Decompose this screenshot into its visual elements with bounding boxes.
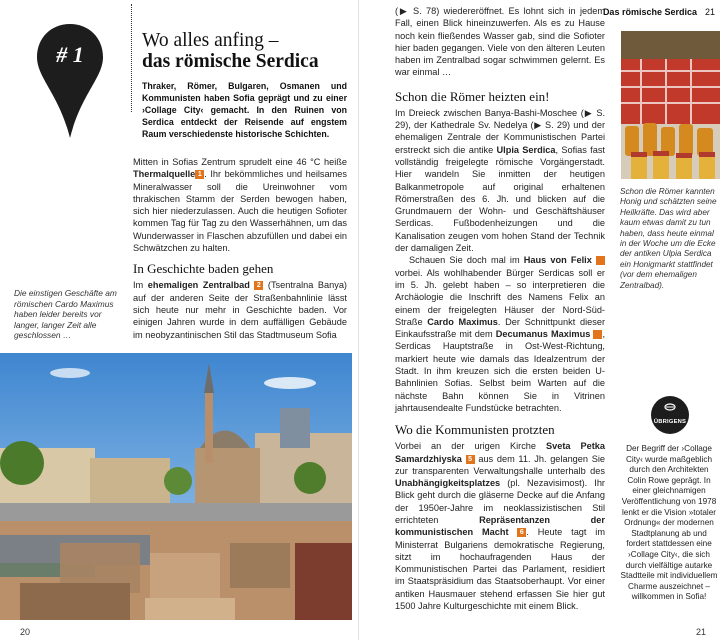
dotted-divider bbox=[131, 4, 132, 112]
map-marker-6[interactable]: 6 bbox=[517, 528, 526, 537]
romans-paragraph-1: Im Dreieck zwischen Banya-Bashi-Moschee (▶ S. 29), der Kathedrale Sv. Nedelya (▶ S. 29) und der ehemaligen Zentrale der Kommunistischen Partei erstreckt sich die antike Ulpia Serdica, Sofias fast vollständig freigelegte römische Vorgängerstadt. Hier wandeln Sie inmitten der heutigen Balkanmetropole auf original erhaltenen Römerstraßen des 6. Jh. und blicken auf die Grundmauern der Wohn- und Geschäftshäuser Serdicas. Fußbodenheizungen und die Kanalisation zeugen vom hohen Stand der Technik der damaligen Zeit. bbox=[395, 107, 605, 254]
ubrigens-badge bbox=[651, 396, 689, 434]
page-number-right: 21 bbox=[696, 627, 707, 637]
map-pin-icon bbox=[35, 22, 105, 140]
romans-paragraph-2: Schauen Sie doch mal im Haus von Felix 3 vorbei. Als wohlhabender Bürger Serdicas soll er im 5. Jh. gelebt haben – so interpretieren die Archäologie die Inschrift des Namens Felix an einem der freigelegten Häuser der Nord-Süd-Straße Cardo Maximus. Der Schnittpunkt dieser Einkaufsstraße mit dem Decumanus Maximus 4, Serdicas Hauptstraße in Ost-West-Richtung, markiert heute wie damals das Idealzentrum der Stadt. In ihm kreuzen sich die ersten beiden U-Bahnlinien Sofias. Selbst beim Warten auf die nächste Bahn können Sie in Vitrinen jahrtausendealte Fundstücke betrachten. bbox=[395, 255, 614, 413]
left-text-column bbox=[133, 156, 347, 341]
title-line-2: das römische Serdica bbox=[142, 51, 319, 72]
honey-market-photo bbox=[621, 31, 720, 179]
middle-text-column bbox=[395, 5, 614, 612]
map-marker-3[interactable]: 3 bbox=[596, 256, 605, 265]
tour-number-badge: # 1 bbox=[56, 42, 84, 67]
intro-paragraph: Mitten in Sofias Zentrum sprudelt eine 46 °C heiße Thermalquelle 1 . Ihr bekömmliches und heilsames Mineralwasser soll die Ureinwohner vom thrakischen Stamm der Serden bewogen haben, sich hier niederzulassen. Auch die heutigen Sofioter kommen Tag für Tag zu den Wasserhähnen, um das Wunderwasser in Flaschen abzufüllen und dabei ein Schwätzchen zu halten. bbox=[133, 157, 347, 254]
map-marker-5[interactable]: 5 bbox=[466, 455, 475, 464]
running-header-title: Das römische Serdica bbox=[602, 7, 697, 17]
heading-history: In Geschichte baden gehen bbox=[133, 261, 274, 277]
history-paragraph: Im ehemaligen Zentralbad 2 (Tsentralna Banya) auf der anderen Seite der Straßenbahnlinie lässt sich heute nur mehr in Geschichte baden. Vor einigen Jahren wurde in dem auffälligen Gebäude im neobyzantinischen Stil das Stadtmuseum Sofia bbox=[133, 280, 347, 340]
title-line-1: Wo alles anfing – bbox=[142, 30, 279, 51]
ruins-photo bbox=[0, 353, 352, 620]
mouth-icon bbox=[663, 400, 677, 414]
page-number-left: 20 bbox=[20, 627, 31, 637]
map-marker-4[interactable]: 4 bbox=[593, 330, 602, 339]
ubrigens-label: ÜBRIGENS bbox=[653, 419, 687, 425]
lead-paragraph: Thraker, Römer, Bulgaren, Osmanen und Kommunisten haben Sofia geprägt und zu einer ›Collage City‹ gemacht. In den Ruinen von Serdica entdeckt der Reisende auf engstem Raum verschiedenste historische Schichten. bbox=[142, 81, 347, 139]
ubrigens-text: Der Begriff der ›Collage City‹ wurde maßgeblich durch den Architekten Colin Rowe geprägt. In einer gleichnamigen Veröffentlichung von 1978 lenkt er die Vision »totaler Ordnung« der modernen Stadtplanung ab und fordert stattdessen eine ›Collage City‹, die sich durch vielfältige autarke Stadtteile mit individuellem Charme auszeichnet – willkommen in Sofia! bbox=[620, 444, 718, 602]
page-gutter bbox=[358, 0, 359, 640]
mid-top-paragraph: (▶ S. 78) wiedereröffnet. Es lohnt sich in jedem Fall, einen Blick hineinzuwerfen. Als es zu Hause noch kein fließendes Wasser gab, sind die Sofioter hier baden gegangen. Viele von den älteren Leuten haben im Zentralbad sogar schwimmen gelernt. Es war einmal … bbox=[395, 6, 605, 78]
running-header-page: 21 bbox=[704, 7, 715, 17]
left-photo-caption: Die einstigen Geschäfte am römischen Cardo Maximus haben leider bereits vor langer, langer Zeit alle geschlossen … bbox=[14, 288, 117, 341]
map-marker-2[interactable]: 2 bbox=[254, 281, 263, 290]
communists-paragraph: Vorbei an der urigen Kirche Sveta Petka Samardzhiyska 5 aus dem 11. Jh. gelangen Sie zur transparenten Verwaltungshalle unterhalb des Unabhängigkeitsplatzes (pl. Nezavisimost). Ihr Blick geht durch die gläserne Decke auf die Anfang der 1950er-Jahre im neoklassizistischen Stil errichteten Repräsentanzen der kommunistischen Macht 6 . Heute tagt im Ministerrat Bulgariens demokratische Regierung, sitzt im hochaufragenden Haus der Kommunistischen Partei das Parlament, residiert im Staatspräsidium das Staatsoberhaupt. Vor einer antiken Hausmauer stehend erfassen Sie hier gut 1500 Jahre Kulturgeschichte mit einem Blick. bbox=[395, 441, 606, 612]
heading-romans: Schon die Römer heizten ein! bbox=[395, 88, 550, 104]
page-title bbox=[142, 30, 347, 72]
heading-communists: Wo die Kommunisten protzten bbox=[395, 422, 555, 438]
map-marker-1[interactable]: 1 bbox=[195, 170, 204, 179]
right-photo-caption: Schon die Römer kannten Honig und schätzten seine Heilkräfte. Das wird aber kaum etwas damit zu tun haben, dass heute einmal in der Woche um die Ecke der antiken Ulpia Serdica ein Honigmarkt stattfindet (vor dem ehemaligen Zentralbad). bbox=[620, 187, 717, 290]
